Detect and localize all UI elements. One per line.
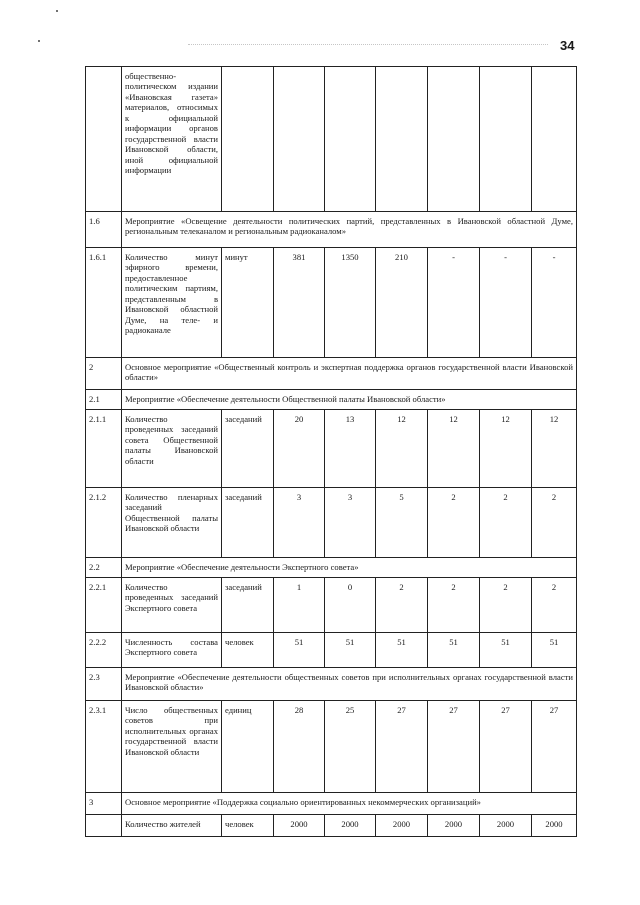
unit: минут — [222, 248, 274, 358]
value-cell: 2 — [428, 488, 480, 558]
value-cell: - — [428, 248, 480, 358]
row-code: 1.6.1 — [86, 248, 122, 358]
value-cell: 13 — [325, 410, 376, 488]
value-cell: 2000 — [428, 815, 480, 837]
value-cell — [532, 67, 577, 212]
unit: единиц — [222, 701, 274, 793]
value-cell: 0 — [325, 578, 376, 633]
value-cell: 2000 — [376, 815, 428, 837]
table-row — [86, 410, 577, 488]
indicator-name: Количество минут эфирного времени, предоставленное политическим партиям, представленным в Ивановской областной Думе, на теле- и радиоканале — [122, 248, 222, 358]
value-cell: 27 — [480, 701, 532, 793]
table-row — [86, 488, 577, 558]
table-row — [86, 67, 577, 212]
table-row — [86, 815, 577, 837]
scan-speck — [38, 40, 40, 42]
value-cell: 1 — [274, 578, 325, 633]
section-row — [86, 358, 577, 390]
row-code — [86, 815, 122, 837]
indicator-name: Количество проведенных заседаний совета Общественной палаты Ивановской области — [122, 410, 222, 488]
value-cell: 3 — [274, 488, 325, 558]
row-code — [86, 67, 122, 212]
value-cell: 51 — [428, 633, 480, 668]
section-row — [86, 212, 577, 248]
value-cell: 2 — [532, 488, 577, 558]
scan-speck — [56, 10, 58, 12]
value-cell: 1350 — [325, 248, 376, 358]
value-cell: 12 — [428, 410, 480, 488]
row-code: 2.1.2 — [86, 488, 122, 558]
value-cell — [480, 67, 532, 212]
indicator-name: Численность состава Экспертного совета — [122, 633, 222, 668]
value-cell: 51 — [376, 633, 428, 668]
value-cell: 51 — [325, 633, 376, 668]
value-cell: 27 — [428, 701, 480, 793]
section-title: Мероприятие «Обеспечение деятельности общественных советов при исполнительных органах государственной власти Ивановской области» — [122, 668, 577, 701]
section-title: Основное мероприятие «Поддержка социально ориентированных некоммерческих организаций» — [122, 793, 577, 815]
value-cell: 2000 — [325, 815, 376, 837]
value-cell: 27 — [532, 701, 577, 793]
header-scan-noise — [188, 44, 548, 47]
row-code: 2.2.1 — [86, 578, 122, 633]
row-code: 2.1.1 — [86, 410, 122, 488]
unit — [222, 67, 274, 212]
row-code: 2.2 — [86, 558, 122, 578]
value-cell: - — [532, 248, 577, 358]
section-row — [86, 793, 577, 815]
section-title: Мероприятие «Обеспечение деятельности Общественной палаты Ивановской области» — [122, 390, 577, 410]
section-row — [86, 558, 577, 578]
value-cell — [325, 67, 376, 212]
value-cell: 51 — [480, 633, 532, 668]
value-cell: 2 — [532, 578, 577, 633]
section-row — [86, 390, 577, 410]
value-cell: 2 — [480, 578, 532, 633]
row-code: 2.1 — [86, 390, 122, 410]
unit: человек — [222, 815, 274, 837]
row-code: 2.3.1 — [86, 701, 122, 793]
value-cell: 20 — [274, 410, 325, 488]
value-cell: 3 — [325, 488, 376, 558]
page-number: 34 — [560, 38, 575, 53]
value-cell: 5 — [376, 488, 428, 558]
value-cell: 12 — [532, 410, 577, 488]
indicator-name: Число общественных советов при исполнительных органах государственной власти Ивановской области — [122, 701, 222, 793]
section-title: Мероприятие «Освещение деятельности политических партий, представленных в Ивановской областной Думе, региональным телеканалом и региональным радиоканалом» — [122, 212, 577, 248]
value-cell: 12 — [480, 410, 532, 488]
unit: заседаний — [222, 488, 274, 558]
value-cell — [376, 67, 428, 212]
value-cell: 210 — [376, 248, 428, 358]
indicator-name: Количество проведенных заседаний Экспертного совета — [122, 578, 222, 633]
value-cell: 381 — [274, 248, 325, 358]
value-cell: 2 — [376, 578, 428, 633]
table-row — [86, 578, 577, 633]
section-row — [86, 668, 577, 701]
indicator-name: Количество жителей — [122, 815, 222, 837]
unit: заседаний — [222, 578, 274, 633]
value-cell: 2 — [480, 488, 532, 558]
table-row — [86, 701, 577, 793]
section-title: Мероприятие «Обеспечение деятельности Экспертного совета» — [122, 558, 577, 578]
value-cell: 25 — [325, 701, 376, 793]
section-title: Основное мероприятие «Общественный контроль и экспертная поддержка органов государственной власти Ивановской области» — [122, 358, 577, 390]
table-row — [86, 633, 577, 668]
indicators-table — [85, 66, 577, 837]
value-cell — [428, 67, 480, 212]
row-code: 3 — [86, 793, 122, 815]
indicator-name: общественно-политическом издании «Ивановская газета» материалов, относимых к официальной информации органов государственной власти Ивановской области, иной официальной информации — [122, 67, 222, 212]
row-code: 2.2.2 — [86, 633, 122, 668]
value-cell — [274, 67, 325, 212]
value-cell: 2000 — [532, 815, 577, 837]
value-cell: 2 — [428, 578, 480, 633]
value-cell: 51 — [532, 633, 577, 668]
value-cell: 12 — [376, 410, 428, 488]
unit: заседаний — [222, 410, 274, 488]
value-cell: 2000 — [274, 815, 325, 837]
row-code: 2 — [86, 358, 122, 390]
unit: человек — [222, 633, 274, 668]
value-cell: 28 — [274, 701, 325, 793]
row-code: 2.3 — [86, 668, 122, 701]
value-cell: 51 — [274, 633, 325, 668]
row-code: 1.6 — [86, 212, 122, 248]
value-cell: - — [480, 248, 532, 358]
value-cell: 2000 — [480, 815, 532, 837]
indicator-name: Количество пленарных заседаний Общественной палаты Ивановской области — [122, 488, 222, 558]
value-cell: 27 — [376, 701, 428, 793]
table-row — [86, 248, 577, 358]
